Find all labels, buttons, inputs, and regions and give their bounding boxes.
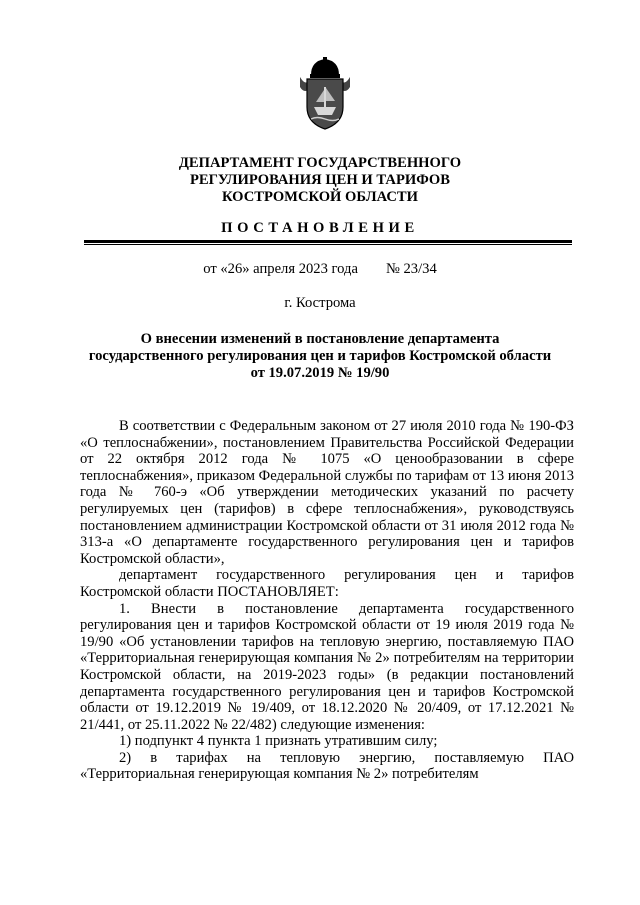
department-line: РЕГУЛИРОВАНИЯ ЦЕН И ТАРИФОВ — [189, 172, 451, 188]
body-paragraph-subitem-1: 1) подпункт 4 пункта 1 признать утратившим силу; — [119, 733, 438, 750]
body-paragraph-preamble: В соответствии с Федеральным законом от 27 июля 2010 года № 190-ФЗ «О теплоснабжении», постановлением Правительства Российской Федерации от 22 октября 2012 года № 1075 «О ценообразовании в сфере теплоснабжения», приказом Федеральной службы по тарифам от 13 июня 2013 года № 760-э «Об утверждении методических указаний по расчету регулируемых цен (тарифов) в сфере теплоснабжения», руководствуясь постановлением администрации Костромской области от 31 июля 2012 года № 313-а «О департаменте государственного регулирования цен и тарифов Костромской области», — [80, 418, 574, 567]
department-name — [0, 155, 640, 206]
document-number: № 23/34 — [385, 261, 437, 277]
document-date: от «26» апреля 2023 года — [203, 261, 358, 277]
date-number-line — [0, 261, 640, 278]
department-line: КОСТРОМСКОЙ ОБЛАСТИ — [221, 189, 419, 205]
department-line: ДЕПАРТАМЕНТ ГОСУДАРСТВЕННОГО — [178, 155, 462, 171]
coat-of-arms-icon — [297, 57, 353, 131]
header-divider-thin — [84, 244, 572, 245]
document-type-heading: ПОСТАНОВЛЕНИЕ — [221, 220, 419, 236]
title-line: О внесении изменений в постановление департамента — [140, 331, 500, 347]
document-city: г. Кострома — [284, 295, 356, 311]
title-line: от 19.07.2019 № 19/90 — [250, 365, 390, 381]
body-paragraph-item-1: 1. Внести в постановление департамента государственного регулирования цен и тарифов Костромской области от 19 июля 2019 года № 19/90 «Об установлении тарифов на тепловую энергию, поставляемую ПАО «Территориальная генерирующая компания № 2» потребителям на территории Костромской области, на 2019-2023 годы» (в редакции постановлений департамента государственного регулирования цен и тарифов Костромской области от 19.12.2019 № 19/409, от 18.12.2020 № 20/409, от 17.12.2021 № 21/441, от 25.11.2022 № 22/482) следующие изменения: — [80, 600, 574, 733]
header-divider-thick — [84, 240, 572, 243]
title-line: государственного регулирования цен и тарифов Костромской области — [88, 348, 552, 364]
document-body — [80, 418, 574, 783]
document-title — [0, 331, 640, 382]
body-paragraph-resolves: департамент государственного регулирования цен и тарифов Костромской области ПОСТАНОВЛЯЕТ: — [80, 567, 574, 600]
body-paragraph-subitem-2: 2) в тарифах на тепловую энергию, поставляемую ПАО «Территориальная генерирующая компания № 2» потребителям — [80, 749, 574, 783]
